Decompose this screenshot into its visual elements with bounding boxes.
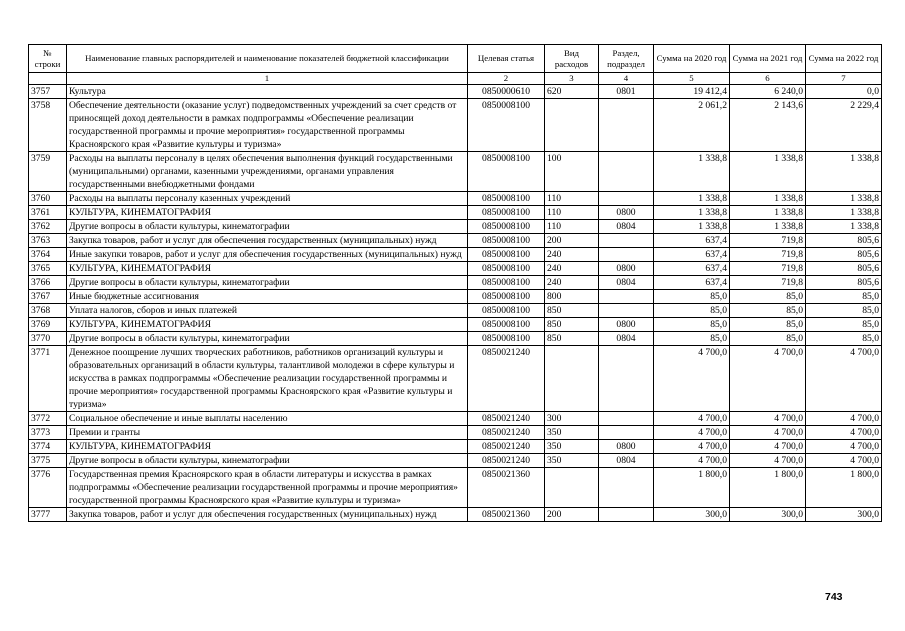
sum-2022: 805,6 bbox=[806, 262, 882, 276]
target-article: 0850008100 bbox=[468, 276, 545, 290]
target-article: 0850008100 bbox=[468, 192, 545, 206]
sum-2020: 2 061,2 bbox=[654, 99, 730, 152]
sum-2022: 4 700,0 bbox=[806, 412, 882, 426]
target-article: 0850021240 bbox=[468, 440, 545, 454]
section-code bbox=[599, 290, 654, 304]
indicator-name: Другие вопросы в области культуры, кинематографии bbox=[67, 276, 468, 290]
table-row bbox=[29, 468, 882, 508]
indicator-name: Уплата налогов, сборов и иных платежей bbox=[67, 304, 468, 318]
expense-type: 240 bbox=[545, 248, 599, 262]
indicator-name: Иные закупки товаров, работ и услуг для обеспечения государственных (муниципальных) нужд bbox=[67, 248, 468, 262]
table-row bbox=[29, 262, 882, 276]
header-sum-2022: Сумма на 2022 год bbox=[806, 45, 882, 73]
row-number: 3762 bbox=[29, 220, 67, 234]
expense-type: 110 bbox=[545, 192, 599, 206]
indicator-name: Культура bbox=[67, 85, 468, 99]
sum-2021: 85,0 bbox=[730, 318, 806, 332]
indicator-name: Расходы на выплаты персоналу в целях обеспечения выполнения функций государственными (муниципальными) органами, казенными учреждениями, органами управления государственными внебюджетными фондами bbox=[67, 152, 468, 192]
table-row bbox=[29, 192, 882, 206]
sum-2020: 4 700,0 bbox=[654, 426, 730, 440]
header-sum-2020: Сумма на 2020 год bbox=[654, 45, 730, 73]
column-number: 3 bbox=[545, 73, 599, 85]
row-number: 3763 bbox=[29, 234, 67, 248]
header-row-number: № строки bbox=[29, 45, 67, 73]
indicator-name: КУЛЬТУРА, КИНЕМАТОГРАФИЯ bbox=[67, 262, 468, 276]
sum-2022: 85,0 bbox=[806, 318, 882, 332]
sum-2020: 85,0 bbox=[654, 332, 730, 346]
sum-2022: 805,6 bbox=[806, 234, 882, 248]
expense-type: 300 bbox=[545, 412, 599, 426]
column-number: 7 bbox=[806, 73, 882, 85]
sum-2020: 4 700,0 bbox=[654, 346, 730, 412]
sum-2020: 85,0 bbox=[654, 318, 730, 332]
row-number: 3773 bbox=[29, 426, 67, 440]
sum-2021: 85,0 bbox=[730, 304, 806, 318]
column-number: 5 bbox=[654, 73, 730, 85]
table-row bbox=[29, 99, 882, 152]
expense-type: 850 bbox=[545, 318, 599, 332]
section-code bbox=[599, 152, 654, 192]
target-article: 0850008100 bbox=[468, 318, 545, 332]
sum-2021: 1 338,8 bbox=[730, 220, 806, 234]
expense-type: 110 bbox=[545, 206, 599, 220]
row-number: 3772 bbox=[29, 412, 67, 426]
target-article: 0850008100 bbox=[468, 248, 545, 262]
row-number: 3765 bbox=[29, 262, 67, 276]
row-number: 3777 bbox=[29, 508, 67, 522]
table-row bbox=[29, 206, 882, 220]
table-row bbox=[29, 508, 882, 522]
row-number: 3775 bbox=[29, 454, 67, 468]
sum-2020: 19 412,4 bbox=[654, 85, 730, 99]
sum-2021: 4 700,0 bbox=[730, 346, 806, 412]
expense-type: 110 bbox=[545, 220, 599, 234]
page-number: 743 bbox=[825, 591, 843, 603]
section-code bbox=[599, 468, 654, 508]
target-article: 0850008100 bbox=[468, 234, 545, 248]
sum-2020: 300,0 bbox=[654, 508, 730, 522]
table-row bbox=[29, 454, 882, 468]
target-article: 0850008100 bbox=[468, 220, 545, 234]
row-number: 3758 bbox=[29, 99, 67, 152]
target-article: 0850008100 bbox=[468, 332, 545, 346]
indicator-name: КУЛЬТУРА, КИНЕМАТОГРАФИЯ bbox=[67, 440, 468, 454]
sum-2020: 1 338,8 bbox=[654, 220, 730, 234]
budget-table bbox=[28, 44, 882, 522]
target-article: 0850021360 bbox=[468, 468, 545, 508]
row-number: 3764 bbox=[29, 248, 67, 262]
target-article: 0850008100 bbox=[468, 290, 545, 304]
expense-type: 100 bbox=[545, 152, 599, 192]
expense-type: 620 bbox=[545, 85, 599, 99]
header-target-article: Целевая статья bbox=[468, 45, 545, 73]
target-article: 0850021240 bbox=[468, 412, 545, 426]
sum-2020: 85,0 bbox=[654, 290, 730, 304]
indicator-name: Иные бюджетные ассигнования bbox=[67, 290, 468, 304]
sum-2021: 85,0 bbox=[730, 290, 806, 304]
sum-2022: 805,6 bbox=[806, 276, 882, 290]
sum-2021: 719,8 bbox=[730, 276, 806, 290]
expense-type bbox=[545, 346, 599, 412]
sum-2021: 85,0 bbox=[730, 332, 806, 346]
expense-type: 240 bbox=[545, 276, 599, 290]
sum-2022: 4 700,0 bbox=[806, 454, 882, 468]
column-number: 6 bbox=[730, 73, 806, 85]
table-row bbox=[29, 426, 882, 440]
target-article: 0850021240 bbox=[468, 454, 545, 468]
row-number: 3776 bbox=[29, 468, 67, 508]
sum-2021: 719,8 bbox=[730, 248, 806, 262]
section-code bbox=[599, 508, 654, 522]
sum-2022: 1 338,8 bbox=[806, 152, 882, 192]
sum-2021: 6 240,0 bbox=[730, 85, 806, 99]
sum-2021: 4 700,0 bbox=[730, 426, 806, 440]
sum-2020: 637,4 bbox=[654, 234, 730, 248]
sum-2021: 1 338,8 bbox=[730, 206, 806, 220]
row-number: 3771 bbox=[29, 346, 67, 412]
section-code bbox=[599, 426, 654, 440]
expense-type: 850 bbox=[545, 332, 599, 346]
section-code: 0800 bbox=[599, 440, 654, 454]
table-row bbox=[29, 412, 882, 426]
target-article: 0850021360 bbox=[468, 508, 545, 522]
sum-2021: 4 700,0 bbox=[730, 412, 806, 426]
expense-type: 350 bbox=[545, 426, 599, 440]
header-expense-type: Вид расходов bbox=[545, 45, 599, 73]
expense-type: 240 bbox=[545, 262, 599, 276]
sum-2022: 0,0 bbox=[806, 85, 882, 99]
row-number: 3760 bbox=[29, 192, 67, 206]
sum-2021: 4 700,0 bbox=[730, 440, 806, 454]
sum-2022: 300,0 bbox=[806, 508, 882, 522]
sum-2021: 719,8 bbox=[730, 234, 806, 248]
sum-2022: 1 338,8 bbox=[806, 192, 882, 206]
indicator-name: Закупка товаров, работ и услуг для обеспечения государственных (муниципальных) нужд bbox=[67, 508, 468, 522]
expense-type: 350 bbox=[545, 440, 599, 454]
section-code: 0804 bbox=[599, 332, 654, 346]
expense-type bbox=[545, 468, 599, 508]
indicator-name: Денежное поощрение лучших творческих работников, работников организаций культуры и образовательных организаций в области культуры, талантливой молодежи в сфере культуры и искусства в рамках подпрограммы «Обеспечение реализации государственной программы и прочие мероприятия» государственной программы Красноярского края «Развитие культуры и туризма» bbox=[67, 346, 468, 412]
expense-type: 850 bbox=[545, 304, 599, 318]
expense-type: 350 bbox=[545, 454, 599, 468]
budget-document bbox=[28, 44, 882, 522]
sum-2022: 85,0 bbox=[806, 304, 882, 318]
section-code bbox=[599, 248, 654, 262]
sum-2020: 637,4 bbox=[654, 262, 730, 276]
target-article: 0850021240 bbox=[468, 346, 545, 412]
sum-2022: 1 338,8 bbox=[806, 206, 882, 220]
section-code: 0800 bbox=[599, 318, 654, 332]
sum-2022: 805,6 bbox=[806, 248, 882, 262]
target-article: 0850008100 bbox=[468, 304, 545, 318]
target-article: 0850008100 bbox=[468, 152, 545, 192]
header-sum-2021: Сумма на 2021 год bbox=[730, 45, 806, 73]
indicator-name: Закупка товаров, работ и услуг для обеспечения государственных (муниципальных) нужд bbox=[67, 234, 468, 248]
row-number: 3761 bbox=[29, 206, 67, 220]
sum-2022: 1 338,8 bbox=[806, 220, 882, 234]
table-row bbox=[29, 290, 882, 304]
row-number: 3766 bbox=[29, 276, 67, 290]
column-number-row bbox=[29, 73, 882, 85]
table-body bbox=[29, 85, 882, 522]
sum-2020: 4 700,0 bbox=[654, 412, 730, 426]
sum-2020: 4 700,0 bbox=[654, 440, 730, 454]
indicator-name: КУЛЬТУРА, КИНЕМАТОГРАФИЯ bbox=[67, 206, 468, 220]
indicator-name: Социальное обеспечение и иные выплаты населению bbox=[67, 412, 468, 426]
row-number: 3757 bbox=[29, 85, 67, 99]
table-row bbox=[29, 332, 882, 346]
column-number bbox=[29, 73, 67, 85]
row-number: 3768 bbox=[29, 304, 67, 318]
section-code: 0804 bbox=[599, 454, 654, 468]
sum-2020: 4 700,0 bbox=[654, 454, 730, 468]
section-code bbox=[599, 346, 654, 412]
table-row bbox=[29, 440, 882, 454]
section-code: 0800 bbox=[599, 206, 654, 220]
header-section: Раздел, подраздел bbox=[599, 45, 654, 73]
section-code: 0804 bbox=[599, 220, 654, 234]
column-number: 1 bbox=[67, 73, 468, 85]
header-name: Наименование главных распорядителей и наименование показателей бюджетной классификации bbox=[67, 45, 468, 73]
expense-type: 200 bbox=[545, 234, 599, 248]
section-code: 0800 bbox=[599, 262, 654, 276]
sum-2022: 2 229,4 bbox=[806, 99, 882, 152]
header-row bbox=[29, 45, 882, 73]
sum-2022: 85,0 bbox=[806, 332, 882, 346]
sum-2021: 2 143,6 bbox=[730, 99, 806, 152]
sum-2020: 1 800,0 bbox=[654, 468, 730, 508]
row-number: 3770 bbox=[29, 332, 67, 346]
sum-2020: 637,4 bbox=[654, 248, 730, 262]
sum-2021: 1 338,8 bbox=[730, 152, 806, 192]
table-row bbox=[29, 152, 882, 192]
target-article: 0850000610 bbox=[468, 85, 545, 99]
row-number: 3769 bbox=[29, 318, 67, 332]
sum-2020: 1 338,8 bbox=[654, 192, 730, 206]
sum-2022: 4 700,0 bbox=[806, 426, 882, 440]
sum-2020: 1 338,8 bbox=[654, 206, 730, 220]
indicator-name: Другие вопросы в области культуры, кинематографии bbox=[67, 332, 468, 346]
table-row bbox=[29, 318, 882, 332]
row-number: 3759 bbox=[29, 152, 67, 192]
section-code bbox=[599, 99, 654, 152]
sum-2022: 4 700,0 bbox=[806, 440, 882, 454]
table-row bbox=[29, 220, 882, 234]
sum-2020: 1 338,8 bbox=[654, 152, 730, 192]
column-number: 2 bbox=[468, 73, 545, 85]
target-article: 0850008100 bbox=[468, 206, 545, 220]
indicator-name: Расходы на выплаты персоналу казенных учреждений bbox=[67, 192, 468, 206]
target-article: 0850008100 bbox=[468, 262, 545, 276]
indicator-name: КУЛЬТУРА, КИНЕМАТОГРАФИЯ bbox=[67, 318, 468, 332]
table-row bbox=[29, 85, 882, 99]
sum-2021: 1 338,8 bbox=[730, 192, 806, 206]
target-article: 0850021240 bbox=[468, 426, 545, 440]
table-row bbox=[29, 234, 882, 248]
expense-type bbox=[545, 99, 599, 152]
section-code bbox=[599, 192, 654, 206]
indicator-name: Другие вопросы в области культуры, кинематографии bbox=[67, 454, 468, 468]
table-row bbox=[29, 276, 882, 290]
section-code bbox=[599, 412, 654, 426]
sum-2021: 4 700,0 bbox=[730, 454, 806, 468]
table-row bbox=[29, 304, 882, 318]
section-code bbox=[599, 234, 654, 248]
sum-2021: 1 800,0 bbox=[730, 468, 806, 508]
table-row bbox=[29, 346, 882, 412]
row-number: 3767 bbox=[29, 290, 67, 304]
sum-2022: 1 800,0 bbox=[806, 468, 882, 508]
indicator-name: Другие вопросы в области культуры, кинематографии bbox=[67, 220, 468, 234]
indicator-name: Обеспечение деятельности (оказание услуг) подведомственных учреждений за счет средств от приносящей доход деятельности в рамках подпрограммы «Обеспечение реализации государственной программы и прочие мероприятия» государственной программы Красноярского края «Развитие культуры и туризма» bbox=[67, 99, 468, 152]
indicator-name: Премии и гранты bbox=[67, 426, 468, 440]
row-number: 3774 bbox=[29, 440, 67, 454]
sum-2022: 4 700,0 bbox=[806, 346, 882, 412]
expense-type: 800 bbox=[545, 290, 599, 304]
column-number: 4 bbox=[599, 73, 654, 85]
target-article: 0850008100 bbox=[468, 99, 545, 152]
sum-2020: 85,0 bbox=[654, 304, 730, 318]
table-row bbox=[29, 248, 882, 262]
sum-2022: 85,0 bbox=[806, 290, 882, 304]
sum-2020: 637,4 bbox=[654, 276, 730, 290]
expense-type: 200 bbox=[545, 508, 599, 522]
sum-2021: 300,0 bbox=[730, 508, 806, 522]
section-code bbox=[599, 304, 654, 318]
indicator-name: Государственная премия Красноярского края в области литературы и искусства в рамках подпрограммы «Обеспечение реализации государственной программы и прочие мероприятия» государственной программы Красноярского края «Развитие культуры и туризма» bbox=[67, 468, 468, 508]
section-code: 0804 bbox=[599, 276, 654, 290]
sum-2021: 719,8 bbox=[730, 262, 806, 276]
section-code: 0801 bbox=[599, 85, 654, 99]
